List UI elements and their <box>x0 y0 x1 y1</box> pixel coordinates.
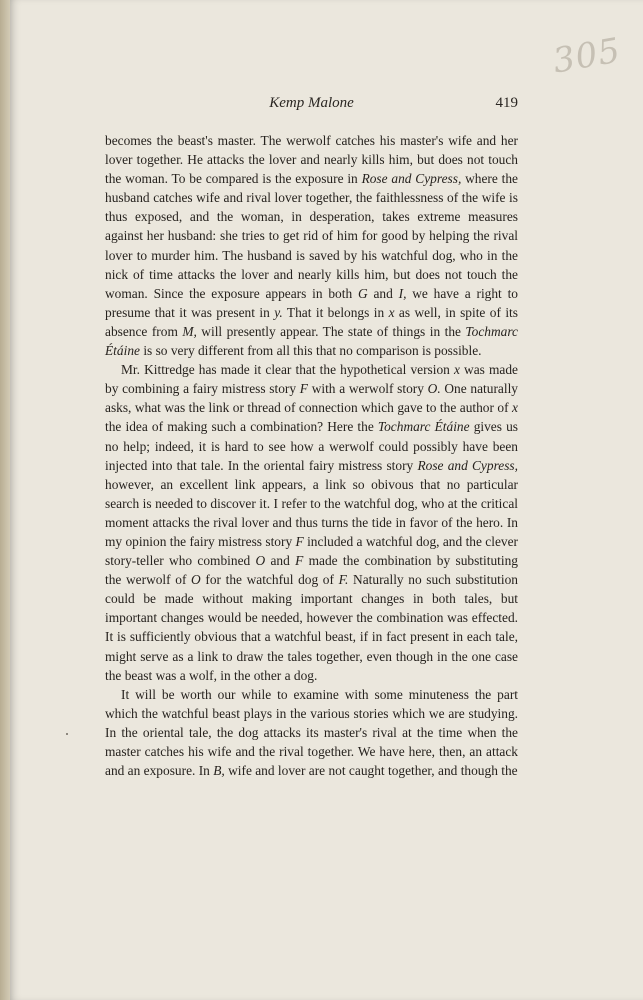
margin-mark <box>66 733 68 735</box>
italic-run: F. <box>338 572 349 588</box>
italic-run: y. <box>274 304 283 320</box>
italic-run: Tochmarc Étáine <box>105 323 518 359</box>
italic-run: I, <box>398 285 407 301</box>
paragraph-1: becomes the beast's master. The werwolf catches his master's wife and her lover together. He attacks the lover and nearly kills him, but does not touch the woman. To be compared is the exposure in Rose and Cypress, where the husband catches wife and rival lover together, the faithlessness of the wife is thus exposed, and the woman, in desperation, takes extreme measures against her husband: she tries to get rid of him for good by helping the rival lover to murder him. The husband is saved by his watchful dog, who in the nick of time attacks the lover and nearly kills him, but does not touch the woman. Since the exposure appears in both G and I, we have a right to presume that it was present in y. That it belongs in x as well, in spite of its absence from M, will presently appear. The state of things in the Tochmarc Étáine is so very different from all this that no comparison is possible. <box>105 133 519 359</box>
book-spine <box>0 0 10 1000</box>
italic-run: O. <box>427 381 441 397</box>
body-text <box>105 131 518 780</box>
handwritten-page-note: 305 <box>550 30 624 82</box>
page-header <box>105 95 518 119</box>
italic-run: Rose and Cypress, <box>361 171 462 187</box>
italic-run: x <box>388 304 395 320</box>
paragraph-3: It will be worth our while to examine with some minuteness the part which the watchful beast plays in the various stories which we are studying. In the oriental tale, the dog attacks its master's rival at the time when the master catches his wife and the rival together. We have here, then, an attack and an exposure. In B, wife and lover are not caught together, and though the <box>105 686 518 779</box>
italic-run: F <box>295 553 304 569</box>
italic-run: O <box>255 553 266 569</box>
italic-run: M, <box>182 323 197 339</box>
italic-run: O <box>191 572 201 588</box>
italic-run: F <box>295 533 304 549</box>
italic-run: Tochmarc Étáine <box>377 419 470 435</box>
italic-run: G <box>357 285 368 301</box>
italic-run: F <box>299 381 308 397</box>
italic-run: x <box>512 400 518 416</box>
italic-run: Rose and Cypress, <box>417 457 518 473</box>
paragraph-2: Mr. Kittredge has made it clear that the hypothetical version x was made by combining a fairy mistress story F with a werwolf story O. One naturally asks, what was the link or thread of connection which gave to the author of x the idea of making such a combination? Here the Tochmarc Étáine gives us no help; indeed, it is hard to see how a werwolf could possibly have been injected into that tale. In the oriental fairy mistress story Rose and Cypress, however, an excellent link appears, a link so obivous that no particular search is needed to discover it. I refer to the watchful dog, who at the critical moment attacks the rival lover and thus turns the tide in favor of the hero. In my opinion the fairy mistress story F included a watchful dog, and the clever story-teller who combined O and F made the combination by substituting the werwolf of O for the watchful dog of F. Naturally no such substitution could be made without making important changes in both tales, but important changes would be needed, however the combination was effected. It is sufficiently obvious that a watchful beast, if in fact present in each tale, might serve as a link to draw the tales together, even though in the one case the beast was a wolf, in the other a dog. <box>105 362 518 683</box>
italic-run: x <box>453 362 460 378</box>
italic-run: B, <box>213 763 225 779</box>
running-title: Kemp Malone <box>269 95 354 111</box>
page-number: 419 <box>495 95 518 111</box>
